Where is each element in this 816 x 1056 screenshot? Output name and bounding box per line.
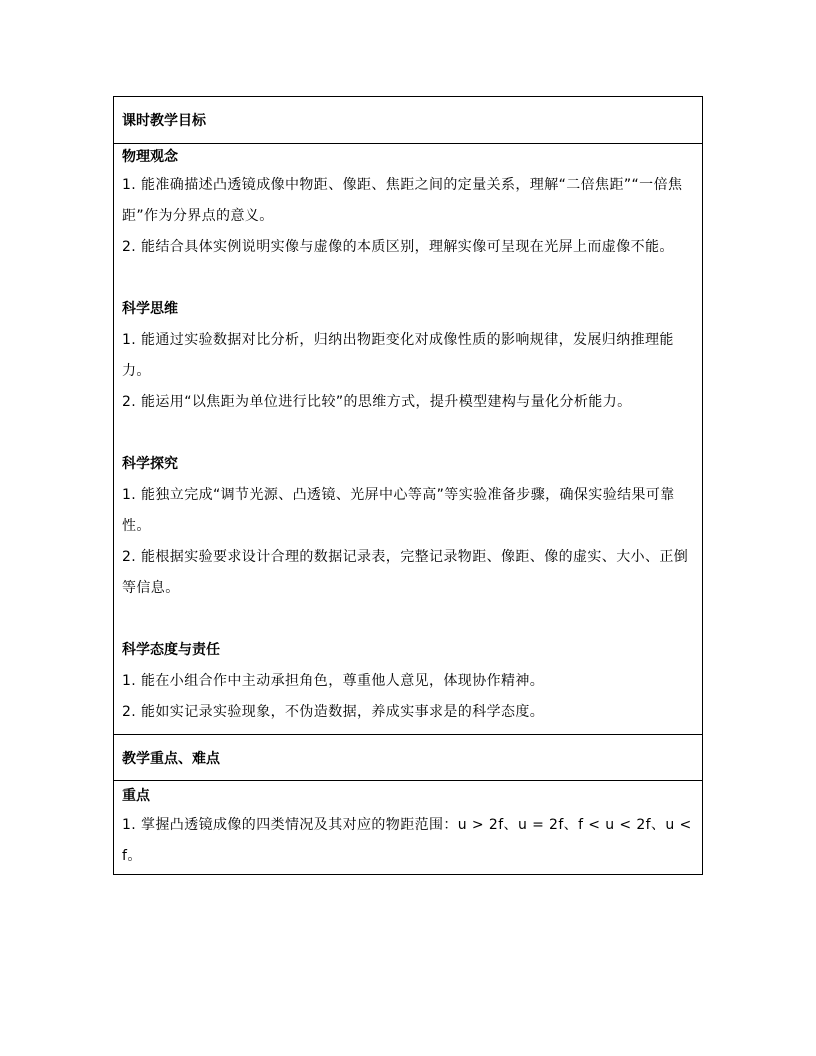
objectives-header-row <box>114 97 702 143</box>
section-scientific-thinking <box>122 293 694 418</box>
lesson-plan-table <box>113 96 703 875</box>
objectives-header: 课时教学目标 <box>122 113 206 129</box>
key-point-item: 1. 掌握凸透镜成像的四类情况及其对应的物距范围：u > 2f、u = 2f、f < u < 2f、u < f。 <box>122 817 692 864</box>
section-scientific-inquiry <box>122 448 694 604</box>
objective-item: 2. 能运用“以焦距为单位进行比较”的思维方式，提升模型建构与量化分析能力。 <box>122 394 632 410</box>
objective-item: 1. 能在小组合作中主动承担角色，尊重他人意见，体现协作精神。 <box>122 673 545 689</box>
section-title: 科学思维 <box>122 301 178 317</box>
section-spacer <box>122 604 694 634</box>
section-spacer <box>122 263 694 293</box>
section-attitude-responsibility <box>122 634 694 728</box>
section-title: 科学探究 <box>122 456 178 472</box>
objective-item: 2. 能结合具体实例说明实像与虚像的本质区别，理解实像可呈现在光屏上而虚像不能。 <box>122 239 674 255</box>
section-physics-concept <box>122 145 694 263</box>
section-title: 重点 <box>122 788 150 804</box>
section-spacer <box>122 418 694 448</box>
section-title: 科学态度与责任 <box>122 642 220 658</box>
section-title: 物理观念 <box>122 149 178 165</box>
objective-item: 1. 能准确描述凸透镜成像中物距、像距、焦距之间的定量关系，理解“二倍焦距”“一倍焦距”作为分界点的意义。 <box>122 177 683 224</box>
key-points-header: 教学重点、难点 <box>122 750 220 767</box>
objective-item: 2. 能根据实验要求设计合理的数据记录表，完整记录物距、像距、像的虚实、大小、正倒等信息。 <box>122 549 689 596</box>
key-points-body-row <box>114 780 702 874</box>
objective-item: 1. 能通过实验数据对比分析，归纳出物距变化对成像性质的影响规律，发展归纳推理能力。 <box>122 332 674 379</box>
key-points-header-row <box>114 734 702 780</box>
objective-item: 1. 能独立完成“调节光源、凸透镜、光屏中心等高”等实验准备步骤，确保实验结果可靠性。 <box>122 487 675 534</box>
objectives-body-row <box>114 143 702 734</box>
objective-item: 2. 能如实记录实验现象，不伪造数据，养成实事求是的科学态度。 <box>122 704 545 720</box>
